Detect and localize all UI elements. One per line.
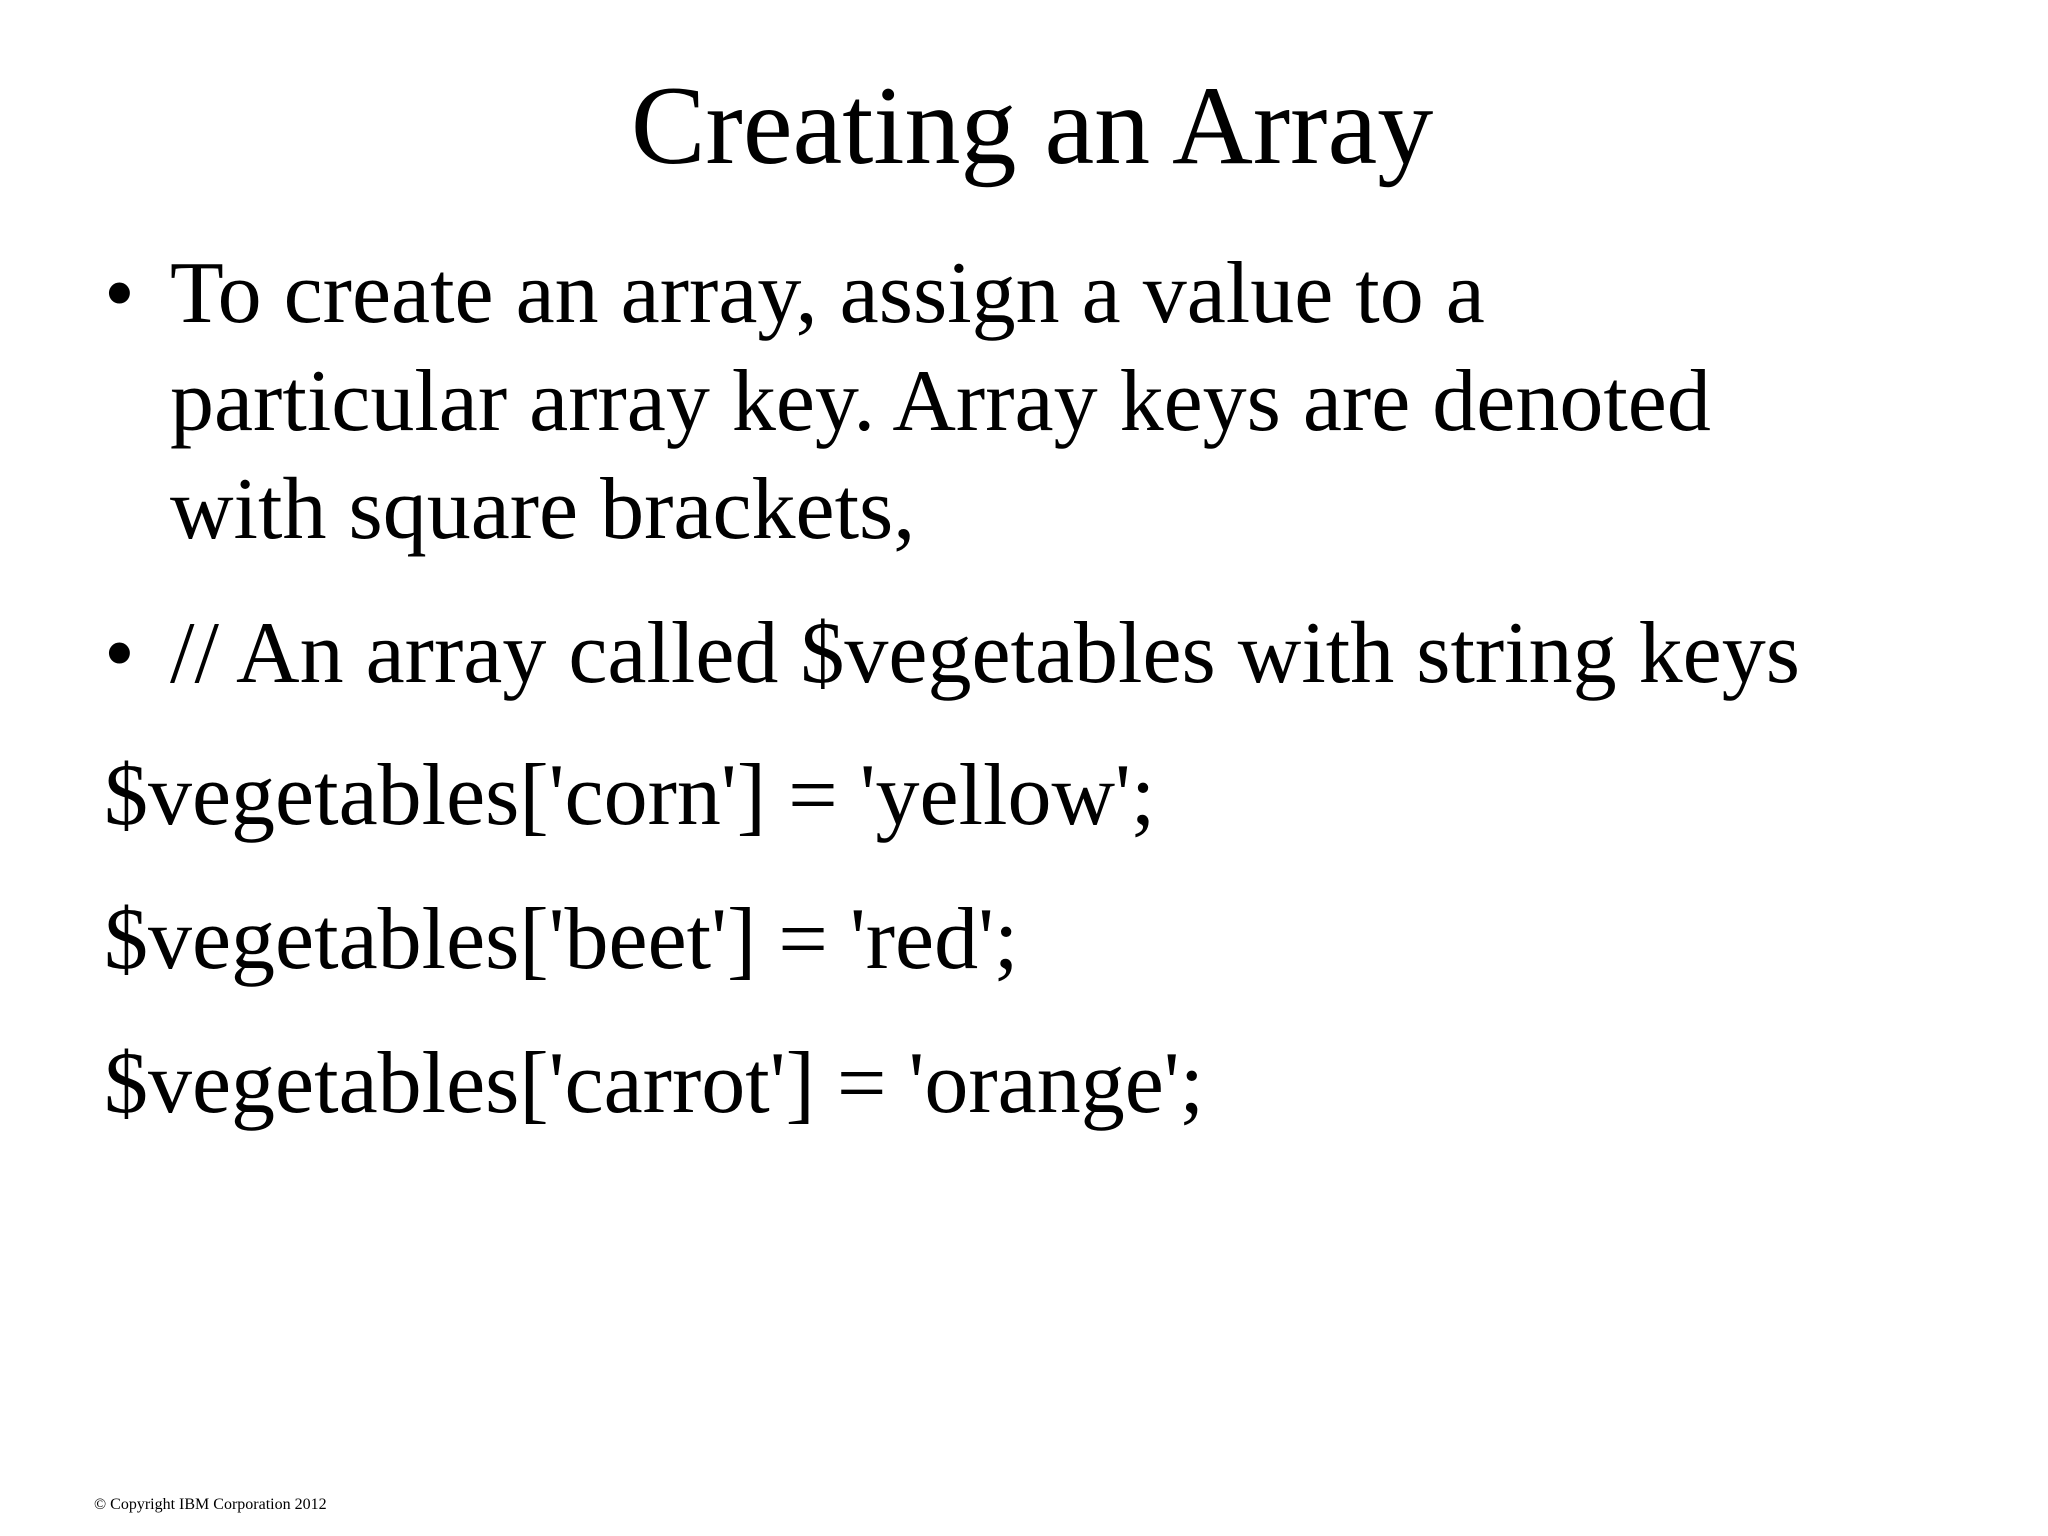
- bullet-text-line: To create an array, assign a value to a: [170, 245, 1485, 342]
- bullet-text-line: with square brackets,: [170, 461, 916, 558]
- bullet-text-line: particular array key. Array keys are denoted: [170, 353, 1711, 450]
- code-line-corn: $vegetables['corn'] = 'yellow';: [104, 747, 1156, 844]
- bullet-text: [170, 240, 1711, 564]
- bullet-marker: •: [104, 245, 135, 342]
- slide-title-text: Creating an Array: [630, 64, 1434, 188]
- bullet-text-line: // An array called $vegetables with string keys: [170, 605, 1800, 702]
- code-line-beet: $vegetables['beet'] = 'red';: [104, 891, 1019, 988]
- bullet-marker: •: [104, 605, 135, 702]
- bullet-text: [170, 600, 1800, 708]
- slide-title: [0, 62, 2048, 190]
- code-line-carrot: $vegetables['carrot'] = 'orange';: [104, 1035, 1205, 1132]
- copyright-footer: © Copyright IBM Corporation 2012: [94, 1496, 327, 1513]
